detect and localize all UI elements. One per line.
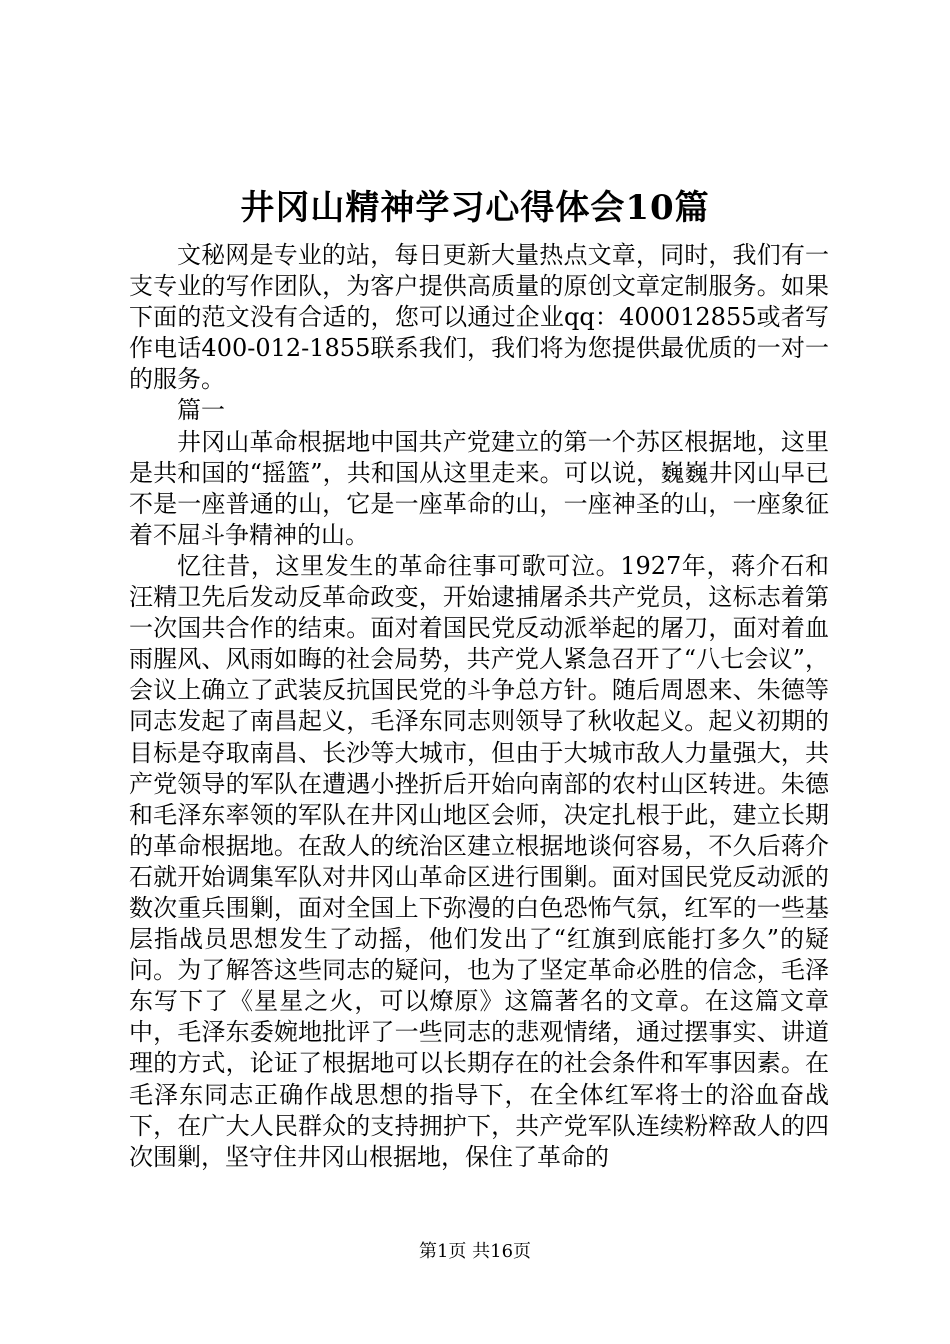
document-title: 井冈山精神学习心得体会10篇: [240, 188, 710, 228]
section-heading: 篇一: [177, 396, 225, 425]
body-paragraph: 忆往昔，这里发生的革命往事可歌可泣。1927年，蒋介石和汪精卫先后发动反革命政变，开始逮捕屠杀共产党员，这标志着第一次国共合作的结束。面对着国民党反动派举起的屠刀，面对着血雨腥风、风雨如晦的社会局势，共产党人紧急召开了“八七会议”，会议上确立了武装反抗国民党的斗争总方针。随后周恩来、朱德等同志发起了南昌起义，毛泽东同志则领导了秋收起义。起义初期的目标是夺取南昌、长沙等大城市，但由于大城市敌人力量强大，共产党领导的军队在遭遇小挫折后开始向南部的农村山区转进。朱德和毛泽东率领的军队在井冈山地区会师，决定扎根于此，建立长期的革命根据地。在敌人的统治区建立根据地谈何容易，不久后蒋介石就开始调集军队对井冈山革命区进行围剿。面对国民党反动派的数次重兵围剿，面对全国上下弥漫的白色恐怖气氛，红军的一些基层指战员思想发生了动摇，他们发出了“红旗到底能打多久”的疑问。为了解答这些同志的疑问，也为了坚定革命必胜的信念，毛泽东写下了《星星之火，可以燎原》这篇著名的文章。在这篇文章中，毛泽东委婉地批评了一些同志的悲观情绪，通过摆事实、讲道理的方式，论证了根据地可以长期存在的社会条件和军事因素。在毛泽东同志正确作战思想的指导下，在全体红军将士的浴血奋战下，在广大人民群众的支持拥护下，共产党军队连续粉粹敌人的四次围剿，坚守住井冈山根据地，保住了革命的: [129, 551, 829, 1171]
document-body: [129, 240, 829, 1173]
page-footer: 第1页 共16页: [418, 1241, 532, 1262]
body-paragraph: 井冈山革命根据地中国共产党建立的第一个苏区根据地，这里是共和国的“摇篮”，共和国从这里走来。可以说，巍巍井冈山早已不是一座普通的山，它是一座革命的山，一座神圣的山，一座象征着不屈斗争精神的山。: [129, 427, 829, 549]
intro-paragraph: 文秘网是专业的站，每日更新大量热点文章，同时，我们有一支专业的写作团队，为客户提供高质量的原创文章定制服务。如果下面的范文没有合适的，您可以通过企业qq：400012855或者写作电话400-012-1855联系我们，我们将为您提供最优质的一对一的服务。: [129, 241, 829, 394]
